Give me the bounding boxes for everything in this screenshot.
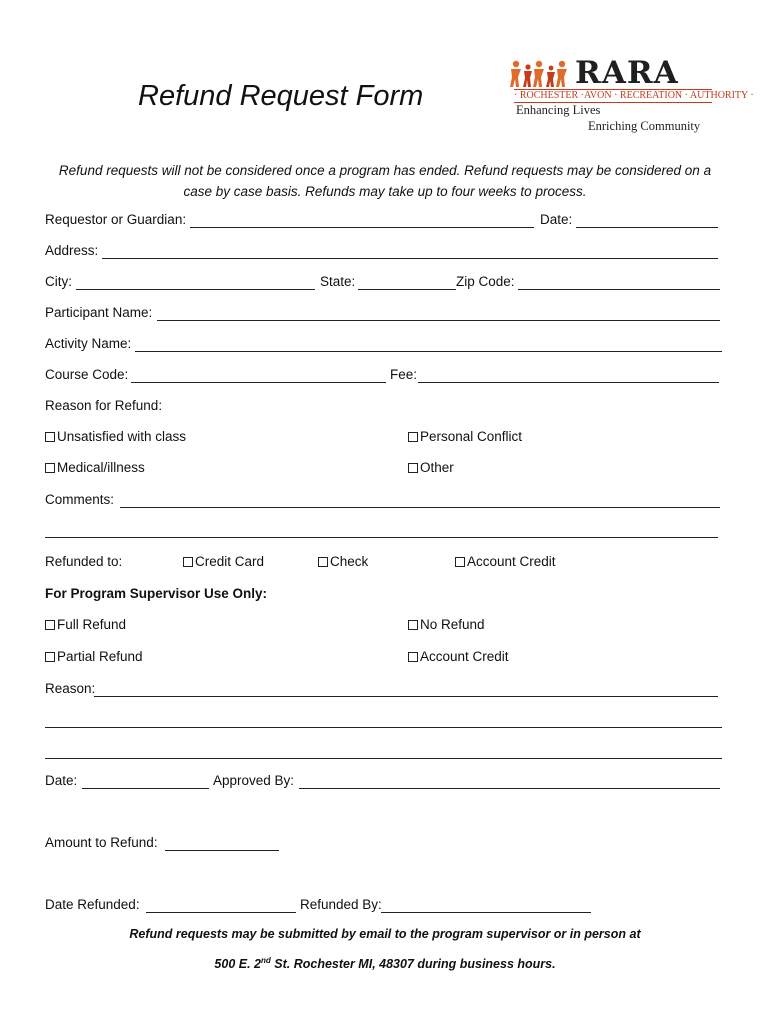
refunded-to-label: Refunded to: [45, 554, 123, 569]
other-checkbox[interactable] [408, 463, 418, 473]
supervisor-reason-field[interactable] [94, 696, 718, 697]
footer-address-pre: 500 E. 2 [214, 957, 261, 972]
state-field[interactable] [358, 289, 456, 290]
approved-by-field[interactable] [299, 788, 720, 789]
zip-label: Zip Code: [456, 274, 515, 289]
partial-refund-option[interactable] [45, 649, 143, 665]
intro-text: Refund requests will not be considered once a program has ended. Refund requests may be considered on a case by case basis. Refunds may take up to four weeks to process. [58, 163, 712, 199]
no-refund-label: No Refund [420, 617, 485, 632]
supervisor-account-credit-checkbox[interactable] [408, 652, 418, 662]
logo-tagline-1: Enhancing Lives [516, 103, 601, 117]
comments-field[interactable] [120, 507, 720, 508]
other-option[interactable] [408, 460, 454, 476]
participant-field[interactable] [157, 320, 720, 321]
footer-address-sup: nd [261, 956, 271, 965]
unsatisfied-checkbox[interactable] [45, 432, 55, 442]
check-label: Check [330, 554, 369, 569]
requestor-label: Requestor or Guardian: [45, 212, 187, 227]
no-refund-option[interactable] [408, 617, 485, 633]
fee-label: Fee: [390, 367, 418, 382]
comments-label: Comments: [45, 492, 115, 507]
supervisor-reason-label: Reason: [45, 681, 96, 696]
course-code-label: Course Code: [45, 367, 129, 382]
reason-for-refund-label: Reason for Refund: [45, 398, 163, 413]
comments-field-line-2[interactable] [45, 537, 718, 538]
unsatisfied-label: Unsatisfied with class [57, 429, 187, 444]
requestor-field[interactable] [190, 227, 534, 228]
rara-logo [510, 55, 754, 137]
personal-conflict-label: Personal Conflict [420, 429, 523, 444]
refunded-by-label: Refunded By: [300, 897, 382, 912]
supervisor-account-credit-option[interactable] [408, 649, 509, 665]
personal-conflict-checkbox[interactable] [408, 432, 418, 442]
city-label: City: [45, 274, 72, 289]
supervisor-heading: For Program Supervisor Use Only: [45, 586, 268, 601]
state-label: State: [320, 274, 356, 289]
account-credit-label: Account Credit [467, 554, 556, 569]
partial-refund-label: Partial Refund [57, 649, 143, 664]
logo-wordmark: RARA [575, 55, 679, 91]
fee-field[interactable] [418, 382, 719, 383]
city-field[interactable] [76, 289, 315, 290]
footer-line-1: Refund requests may be submitted by email to the program supervisor or in person at [129, 927, 641, 941]
medical-checkbox[interactable] [45, 463, 55, 473]
approved-by-label: Approved By: [213, 773, 295, 788]
account-credit-option[interactable] [455, 554, 556, 570]
logo-subtitle: · ROCHESTER ·AVON · RECREATION · AUTHORITY · [514, 90, 754, 101]
amount-label: Amount to Refund: [45, 835, 158, 850]
activity-field[interactable] [135, 351, 722, 352]
address-label: Address: [45, 243, 99, 258]
credit-card-checkbox[interactable] [183, 557, 193, 567]
supervisor-account-credit-label: Account Credit [420, 649, 509, 664]
unsatisfied-option[interactable] [45, 429, 186, 445]
refunded-by-field[interactable] [381, 912, 591, 913]
participant-label: Participant Name: [45, 305, 153, 320]
other-label: Other [420, 460, 454, 475]
account-credit-checkbox[interactable] [455, 557, 465, 567]
partial-refund-checkbox[interactable] [45, 652, 55, 662]
supervisor-reason-line-3[interactable] [45, 758, 722, 759]
no-refund-checkbox[interactable] [408, 620, 418, 630]
supervisor-date-label: Date: [45, 773, 78, 788]
medical-label: Medical/illness [57, 460, 145, 475]
activity-label: Activity Name: [45, 336, 132, 351]
date-label: Date: [540, 212, 573, 227]
address-field[interactable] [102, 258, 718, 259]
zip-field[interactable] [518, 289, 720, 290]
supervisor-date-field[interactable] [82, 788, 209, 789]
supervisor-reason-line-2[interactable] [45, 727, 722, 728]
amount-field[interactable] [165, 850, 279, 851]
personal-conflict-option[interactable] [408, 429, 522, 445]
footer-line-2 [45, 956, 725, 971]
page-title: Refund Request Form [138, 80, 424, 112]
check-checkbox[interactable] [318, 557, 328, 567]
check-option[interactable] [318, 554, 368, 570]
logo-tagline-2: Enriching Community [588, 119, 701, 133]
credit-card-label: Credit Card [195, 554, 265, 569]
course-code-field[interactable] [131, 382, 386, 383]
full-refund-label: Full Refund [57, 617, 127, 632]
footer-address-post: St. Rochester MI, 48307 during business hours. [270, 957, 556, 972]
full-refund-option[interactable] [45, 617, 126, 633]
full-refund-checkbox[interactable] [45, 620, 55, 630]
date-refunded-label: Date Refunded: [45, 897, 140, 912]
credit-card-option[interactable] [183, 554, 264, 570]
date-refunded-field[interactable] [146, 912, 296, 913]
people-icon [510, 59, 574, 89]
medical-option[interactable] [45, 460, 145, 476]
date-field[interactable] [576, 227, 718, 228]
